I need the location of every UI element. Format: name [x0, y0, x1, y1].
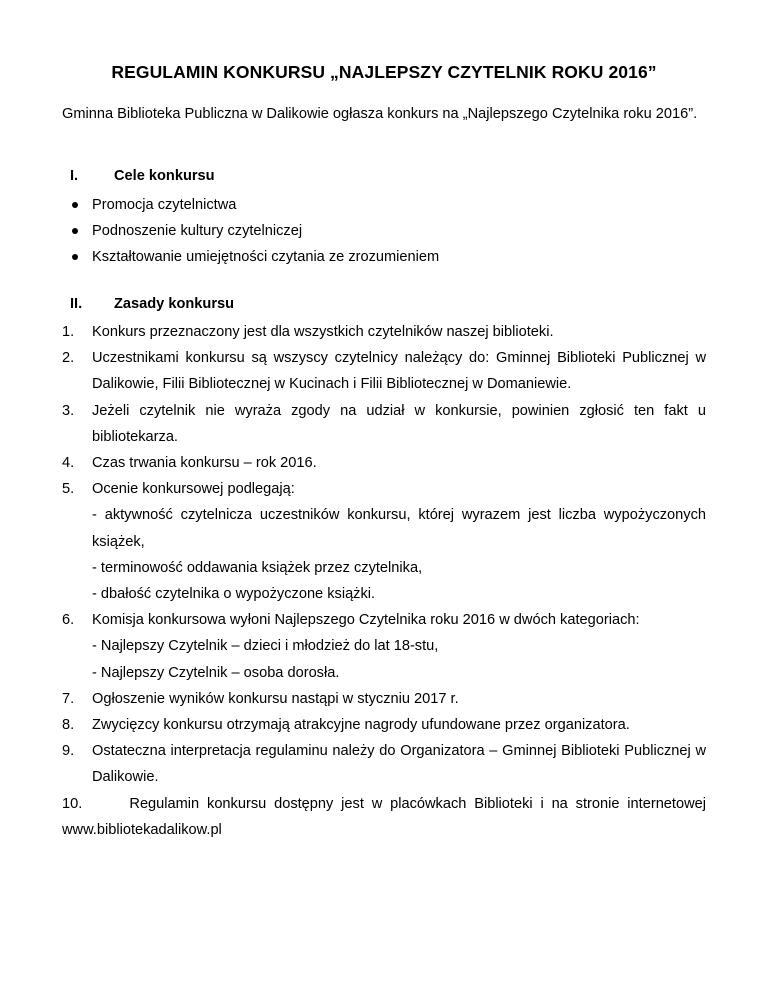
document-title: REGULAMIN KONKURSU „NAJLEPSZY CZYTELNIK ROKU 2016” [111, 62, 657, 82]
list-item: Kształtowanie umiejętności czytania ze zrozumieniem [62, 244, 439, 270]
rule-item: 10. Regulamin konkursu dostępny jest w placówkach Biblioteki i na stronie internetowej www.bibliotekadalikow.pl [62, 795, 706, 838]
section-heading-rules [62, 294, 234, 314]
rules-list [62, 319, 706, 843]
section-title: Zasady konkursu [114, 296, 235, 312]
section-title: Cele konkursu [114, 168, 215, 184]
section-number: II. [70, 296, 83, 312]
rule-item: 7. Ogłoszenie wyników konkursu nastąpi w styczniu 2017 r. [62, 690, 459, 707]
list-item: Promocja czytelnictwa [62, 192, 439, 218]
rule-item: 5. Ocenie konkursowej podlegają: - aktywność czytelnicza uczestników konkursu, której wyrazem jest liczba wypożyczonych książek, - terminowość oddawania książek przez czytelnika, - dbałość czytelnika o wypożyczone książki. [62, 476, 706, 607]
rule-item: 6. Komisja konkursowa wyłoni Najlepszego Czytelnika roku 2016 w dwóch kategoriach: - Najlepszy Czytelnik – dzieci i młodzież do lat 18-stu, - Najlepszy Czytelnik – osoba dorosła. [62, 607, 706, 686]
intro-paragraph: Gminna Biblioteka Publiczna w Dalikowie ogłasza konkurs na „Najlepszego Czytelnika roku 2016”. [62, 106, 698, 122]
rule-subitem: - terminowość oddawania książek przez czytelnika, [92, 559, 423, 576]
rule-subitem: - Najlepszy Czytelnik – osoba dorosła. [92, 664, 340, 681]
section-heading-goals [62, 166, 215, 186]
rule-item: 1. Konkurs przeznaczony jest dla wszystkich czytelników naszej biblioteki. [62, 324, 554, 340]
bullet-icon [72, 254, 78, 260]
bullet-icon [72, 228, 78, 234]
rule-subitem: - aktywność czytelnicza uczestników konkursu, której wyrazem jest liczba wypożyczonych książek, [92, 507, 706, 550]
rule-item: 4. Czas trwania konkursu – rok 2016. [62, 455, 317, 472]
rule-item: 9. Ostateczna interpretacja regulaminu należy do Organizatora – Gminnej Biblioteki Publicznej w Dalikowie. [62, 743, 706, 786]
rule-subitem: - dbałość czytelnika o wypożyczone książki. [92, 586, 376, 603]
rule-item: 2. Uczestnikami konkursu są wszyscy czytelnicy należący do: Gminnej Biblioteki Publicznej w Dalikowie, Filii Bibliotecznej w Kucinach i Filii Bibliotecznej w Domaniewie. [62, 350, 706, 393]
rule-item: 8. Zwycięzcy konkursu otrzymają atrakcyjne nagrody ufundowane przez organizatora. [62, 717, 630, 734]
section-number: I. [70, 168, 79, 184]
rule-item: 3. Jeżeli czytelnik nie wyraża zgody na udział w konkursie, powinien zgłosić ten fakt u bibliotekarza. [62, 402, 706, 445]
rule-subitem: - Najlepszy Czytelnik – dzieci i młodzież do lat 18-stu, [92, 638, 439, 655]
bullet-icon [72, 202, 78, 208]
list-item: Podnoszenie kultury czytelniczej [62, 218, 439, 244]
goals-list [62, 192, 439, 270]
document-page [62, 0, 706, 994]
